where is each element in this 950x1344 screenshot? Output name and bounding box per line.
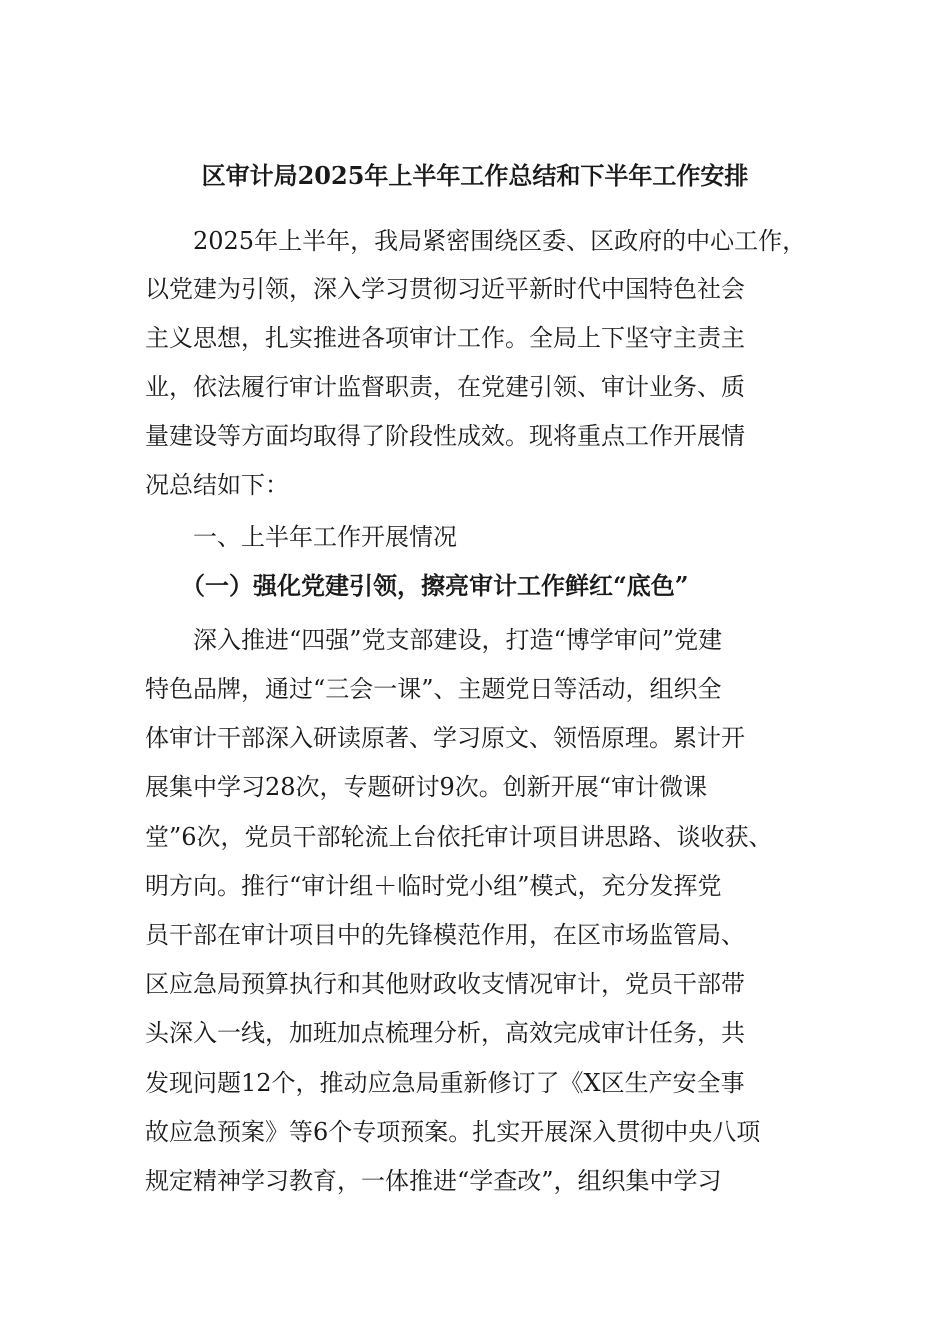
- subsection-heading: （一）强化党建引领，擦亮审计工作鲜红“底色”: [145, 571, 689, 600]
- body-line: 特色品牌，通过“三会一课”、主题党日等活动，组织全: [145, 675, 722, 703]
- body-line: 员干部在审计项目中的先锋模范作用，在区市场监管局、: [145, 921, 745, 949]
- body-line: 区应急局预算执行和其他财政收支情况审计，党员干部带: [145, 970, 745, 998]
- body-line: 深入推进“四强”党支部建设，打造“博学审问”党建: [145, 626, 723, 654]
- intro-line: 主义思想，扎实推进各项审计工作。全局上下坚守主责主: [145, 324, 745, 352]
- body-line: 展集中学习28次，专题研讨9次。创新开展“审计微课: [145, 773, 708, 801]
- intro-line: 量建设等方面均取得了阶段性成效。现将重点工作开展情: [145, 422, 745, 450]
- document-title: 区审计局2025年上半年工作总结和下半年工作安排: [201, 161, 749, 190]
- intro-line: 以党建为引领，深入学习贯彻习近平新时代中国特色社会: [145, 275, 745, 303]
- body-line: 堂”6次，党员干部轮流上台依托审计项目讲思路、谈收获、: [145, 823, 773, 851]
- body-line: 明方向。推行“审计组＋临时党小组”模式，充分发挥党: [145, 872, 722, 900]
- body-line: 规定精神学习教育，一体推进“学查改”，组织集中学习: [145, 1167, 722, 1195]
- body-line: 头深入一线，加班加点梳理分析，高效完成审计任务，共: [145, 1019, 745, 1047]
- intro-line: 2025年上半年，我局紧密围绕区委、区政府的中心工作，: [145, 227, 807, 255]
- body-line: 故应急预案》等6个专项预案。扎实开展深入贯彻中央八项: [145, 1118, 761, 1146]
- body-line: 发现问题12个，推动应急局重新修订了《X区生产安全事: [145, 1069, 745, 1097]
- body-line: 体审计干部深入研读原著、学习原文、领悟原理。累计开: [145, 724, 745, 752]
- section-heading: 一、上半年工作开展情况: [145, 523, 457, 551]
- intro-line: 况总结如下：: [145, 471, 289, 499]
- intro-line: 业，依法履行审计监督职责，在党建引领、审计业务、质: [145, 373, 745, 401]
